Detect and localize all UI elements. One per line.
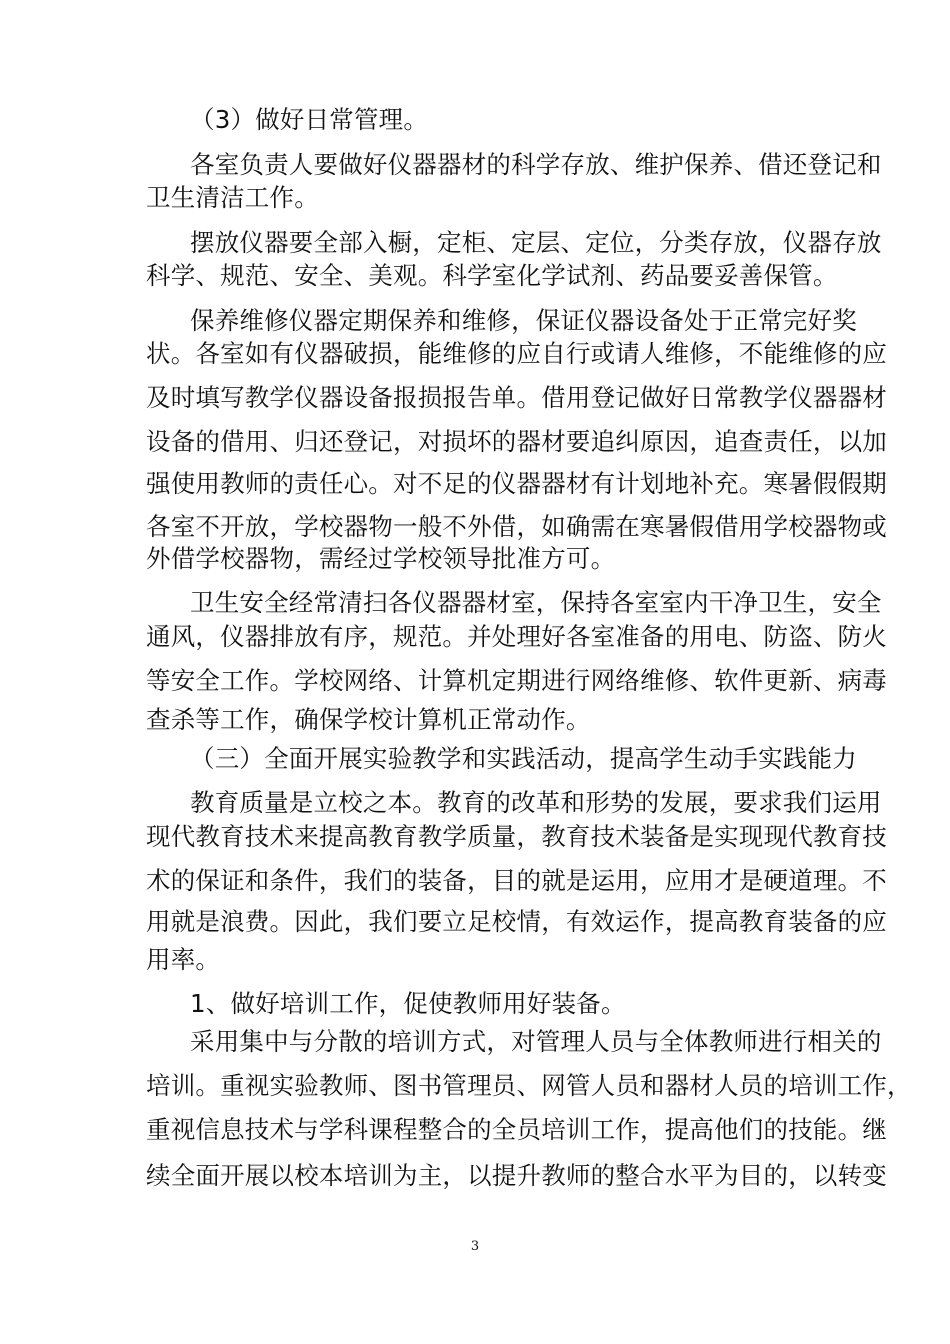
text-line: 卫生清洁工作。 (146, 183, 319, 212)
text-line: 用率。 (146, 945, 221, 974)
text-line: 状。各室如有仪器破损，能维修的应自行或请人维修，不能维修的应 (146, 339, 887, 368)
text-line: 强使用教师的责任心。对不足的仪器器材有计划地补充。寒暑假假期 (146, 469, 887, 498)
text-line: 续全面开展以校本培训为主，以提升教师的整合水平为目的，以转变 (146, 1161, 887, 1190)
text-line: 教育质量是立校之本。教育的改革和形势的发展，要求我们运用 (190, 788, 882, 817)
subsection-heading-training: 1、做好培训工作，促使教师用好装备。 (190, 989, 626, 1018)
text-line: 外借学校器物，需经过学校领导批准方可。 (146, 544, 616, 573)
text-line: 术的保证和条件，我们的装备，目的就是运用，应用才是硬道理。不 (146, 866, 887, 895)
text-line: 查杀等工作，确保学校计算机正常动作。 (146, 705, 591, 734)
text-line: 保养维修仪器定期保养和维修，保证仪器设备处于正常完好奖 (190, 306, 857, 335)
text-line: 现代教育技术来提高教育教学质量，教育技术装备是实现现代教育技 (146, 822, 887, 851)
page-number: 3 (470, 1239, 480, 1254)
text-line: 用就是浪费。因此，我们要立足校情，有效运作，提高教育装备的应 (146, 907, 887, 936)
text-line: 重视信息技术与学科课程整合的全员培训工作，提高他们的技能。继 (146, 1115, 887, 1144)
section-heading-experiment-teaching: （三）全面开展实验教学和实践活动，提高学生动手实践能力 (190, 744, 857, 773)
text-line: 各室负责人要做好仪器器材的科学存放、维护保养、借还登记和 (190, 150, 882, 179)
section-heading-daily-management: （3）做好日常管理。 (190, 105, 429, 134)
text-line: 等安全工作。学校网络、计算机定期进行网络维修、软件更新、病毒 (146, 666, 887, 695)
text-line: 摆放仪器要全部入橱，定柜、定层、定位，分类存放，仪器存放 (190, 228, 882, 257)
text-line: 科学、规范、安全、美观。科学室化学试剂、药品要妥善保管。 (146, 261, 838, 290)
text-line: 及时填写教学仪器设备报损报告单。借用登记做好日常教学仪器器材 (146, 383, 887, 412)
text-line: 通风，仪器排放有序，规范。并处理好各室准备的用电、防盗、防火 (146, 622, 887, 651)
text-line: 设备的借用、归还登记，对损坏的器材要追纠原因，追查责任，以加 (146, 427, 887, 456)
text-line: 培训。重视实验教师、图书管理员、网管人员和器材人员的培训工作， (146, 1071, 912, 1100)
text-line: 采用集中与分散的培训方式，对管理人员与全体教师进行相关的 (190, 1027, 882, 1056)
text-line: 各室不开放，学校器物一般不外借，如确需在寒暑假借用学校器物或 (146, 512, 887, 541)
text-line: 卫生安全经常清扫各仪器器材室，保持各室室内干净卫生，安全 (190, 588, 882, 617)
